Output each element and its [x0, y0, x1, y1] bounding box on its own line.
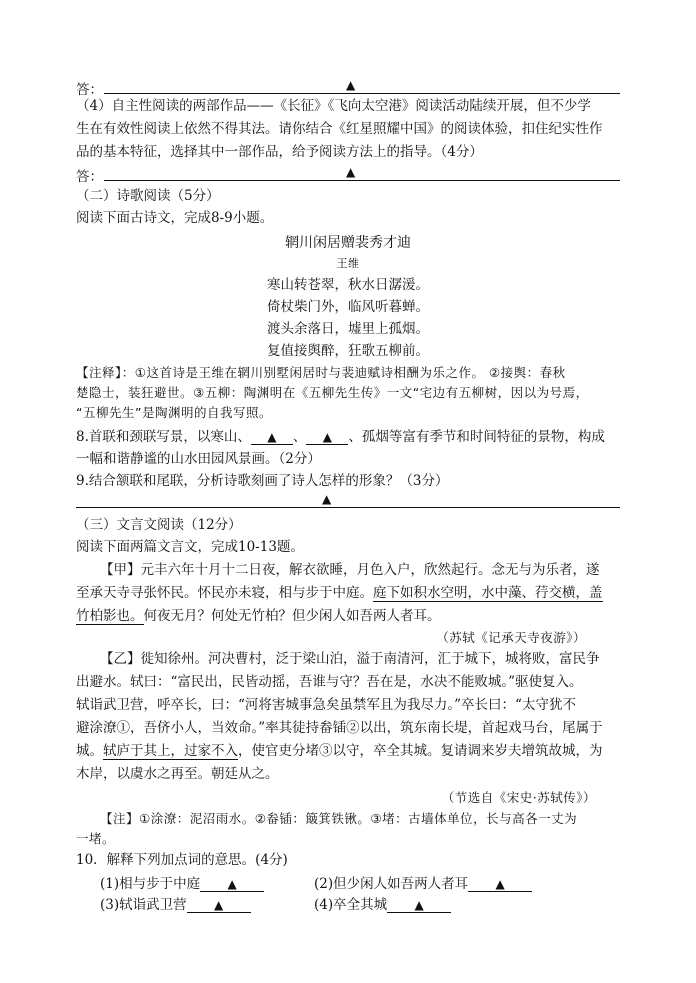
- q10-text: 10．解释下列加点词的意思。(4分): [76, 852, 288, 868]
- poem-note: 楚隐士，装狂避世。③五柳：陶渊明在《五柳先生传》一文“宅边有五柳树，因以为号焉，: [76, 385, 589, 400]
- poetry-instruction: 阅读下面古诗文，完成8-9小题。: [76, 210, 274, 226]
- passage-note: 【注】①涂潦：泥沼雨水。②畚锸：簸箕铁锹。③堵：古墙体单位，长与高各一丈为: [100, 811, 578, 826]
- passage-yi: 避涂潦①，吾侪小人，当效命。”率其徒持畚锸②以出，筑东南长堤，首起戏马台，尾属于: [76, 720, 603, 736]
- answer-line[interactable]: [76, 492, 620, 510]
- q8-blank-1[interactable]: ▲: [251, 430, 293, 445]
- answer-label: 答：: [76, 82, 103, 98]
- poem-line: 寒山转苍翠，秋水日潺湲。: [267, 277, 429, 293]
- passage-yi: 城。轼庐于其上，过家不入，使官吏分堵③以守，卒全其城。复请调来岁夫增筑故城，为: [76, 743, 603, 759]
- q9-text: 9.结合颔联和尾联，分析诗歌刻画了诗人怎样的形象？（3分）: [76, 473, 449, 489]
- poem-title: 辋川闲居赠裴秀才迪: [285, 235, 411, 251]
- poem-line: 渡头余落日，墟里上孤烟。: [267, 321, 429, 337]
- q4-text: 品的基本特征，选择其中一部作品，给予阅读方法上的指导。（4分）: [76, 144, 483, 160]
- answer-line[interactable]: [76, 165, 620, 183]
- passage-yi: 【乙】徙知徐州。河决曹村，泛于梁山泊，溢于南清河，汇于城下，城将败，富民争: [100, 651, 600, 667]
- passage-yi: 出避水。轼曰：“富民出，民皆动摇，吾谁与守？吾在是，水决不能败城。”驱使复入。: [76, 674, 583, 690]
- q10-blank-2[interactable]: ▲: [468, 877, 532, 892]
- poem-note: “五柳先生”是陶渊明的自我写照。: [76, 405, 272, 420]
- answer-rule: [76, 507, 620, 508]
- q10-item: (1)相与步于中庭 ▲: [100, 872, 264, 892]
- q10-item: (3)轼诣武卫营 ▲: [100, 893, 251, 913]
- passage-yi: 轼诣武卫营，呼卒长，曰：“河将害城事急矣虽禁军且为我尽力。”卒长曰：“太守犹不: [76, 697, 576, 713]
- q10-item: (4)卒全其城 ▲: [314, 893, 451, 913]
- q8-blank-2[interactable]: ▲: [306, 430, 348, 445]
- q10-item: (2)但少闲人如吾两人者耳 ▲: [314, 872, 532, 892]
- q8-text: 一幅和谐静谧的山水田园风景画。（2分）: [76, 451, 321, 467]
- passage-note: 一堵。: [76, 831, 116, 846]
- classical-instruction: 阅读下面两篇文言文，完成10-13题。: [76, 539, 304, 555]
- passage-yi: 木岸，以虞水之再至。朝廷从之。: [76, 766, 279, 782]
- q8-text: 8.首联和颈联写景，以寒山、 ▲ 、 ▲ 、孤烟等富有季节和时间特征的景物，构成: [76, 429, 605, 445]
- poem-author: 王维: [336, 257, 360, 270]
- classical-section-heading: （三）文言文阅读（12分）: [76, 517, 242, 533]
- underlined-sentence: 轼庐于其上，过家不入: [103, 743, 238, 759]
- answer-label: 答：: [76, 169, 103, 185]
- poem-line: 倚杖柴门外，临风听暮蝉。: [267, 299, 429, 315]
- passage-jia: 竹柏影也。何夜无月？何处无竹柏？但少闲人如吾两人者耳。: [76, 608, 441, 624]
- q10-blank-3[interactable]: ▲: [187, 898, 251, 913]
- q4-text: （4）自主性阅读的两部作品——《长征》《飞向太空港》阅读活动陆续开展，但不少学: [76, 98, 591, 114]
- answer-rule: [104, 93, 620, 94]
- answer-rule: [104, 180, 620, 181]
- poem-line: 复值接舆醉，狂歌五柳前。: [267, 343, 429, 359]
- triangle-marker: ▲: [346, 165, 356, 179]
- poetry-section-heading: （二）诗歌阅读（5分）: [76, 188, 220, 204]
- q4-text: 生在有效性阅读上依然不得其法。请你结合《红星照耀中国》的阅读体验，扣住纪实性作: [76, 121, 603, 137]
- q10-blank-4[interactable]: ▲: [387, 898, 451, 913]
- passage-jia: 【甲】元丰六年十月十二日夜，解衣欲睡，月色入户，欣然起行。念无与为乐者，遂: [100, 562, 600, 578]
- source-citation: （节选自《宋史·苏轼传》）: [441, 790, 596, 805]
- underlined-sentence: 竹柏影也。: [76, 608, 144, 624]
- underlined-sentence: 庭下如积水空明，水中藻、荇交横，盖: [373, 585, 603, 601]
- triangle-marker: ▲: [346, 78, 356, 92]
- passage-jia: 至承天寺寻张怀民。怀民亦未寝，相与步于中庭。庭下如积水空明，水中藻、荇交横，盖: [76, 585, 603, 601]
- poem-note: 【注释】：①这首诗是王维在辋川别墅闲居时与裴迪赋诗相酬为乐之作。 ②接舆：春秋: [76, 365, 566, 380]
- answer-line[interactable]: [76, 78, 620, 96]
- triangle-marker: ▲: [322, 492, 332, 506]
- source-citation: （苏轼《记承天寺夜游》）: [436, 630, 586, 645]
- q10-blank-1[interactable]: ▲: [200, 877, 264, 892]
